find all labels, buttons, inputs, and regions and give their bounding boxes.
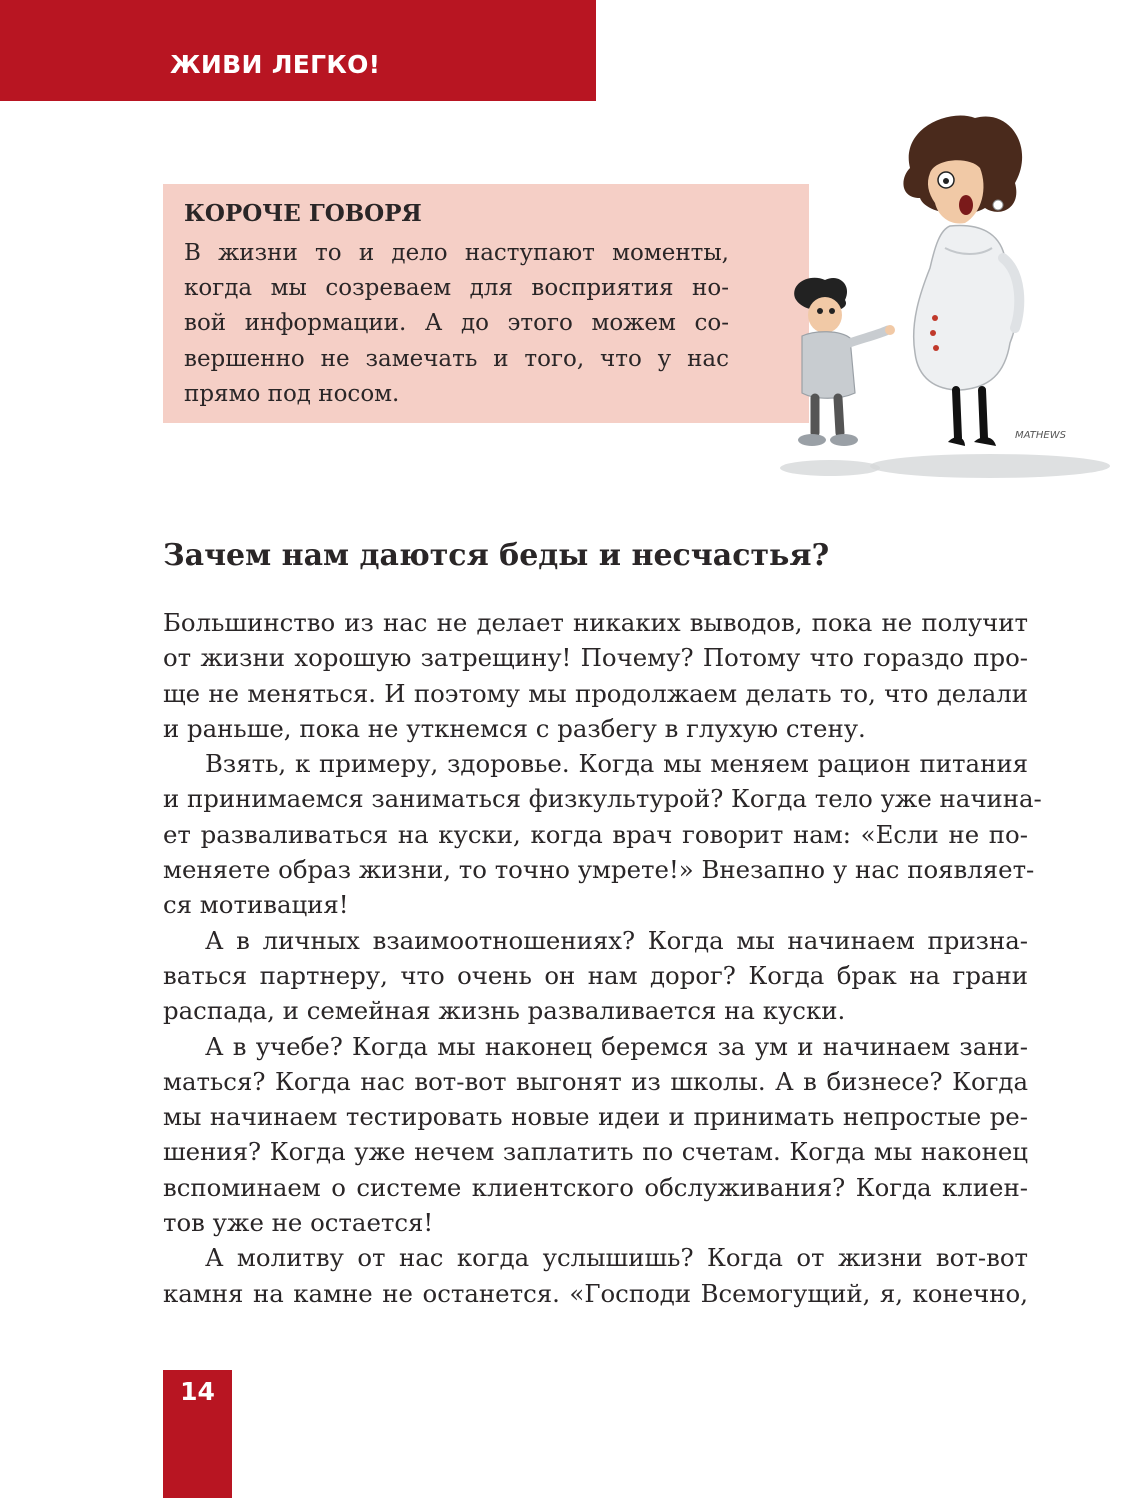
body-line: ваться партнеру, что очень он нам дорог? Когда брак на грани (163, 960, 1028, 990)
body-text (163, 605, 1042, 1311)
body-line: и принимаемся заниматься физкультурой? Когда тело уже начина- (163, 784, 1042, 814)
body-line: меняете образ жизни, то точно умрете!» Внезапно у нас появляет- (163, 855, 1035, 885)
body-line: и раньше, пока не уткнемся с разбегу в глухую стену. (163, 713, 866, 743)
summary-heading: КОРОЧЕ ГОВОРЯ (184, 200, 422, 227)
body-line: Взять, к примеру, здоровье. Когда мы меняем рацион питания (205, 749, 1028, 779)
cartoon-mother-and-child-icon (760, 108, 1120, 498)
body-line: от жизни хорошую затрещину! Почему? Потому что гораздо про- (163, 643, 1028, 673)
section-title: Зачем нам даются беды и несчастья? (163, 538, 830, 573)
body-line: распада, и семейная жизнь разваливается на куски. (163, 996, 846, 1026)
body-line: А молитву от нас когда услышишь? Когда от жизни вот-вот (205, 1243, 1028, 1273)
running-header-title: ЖИВИ ЛЕГКО! (170, 50, 381, 79)
body-line: ще не меняться. И поэтому мы продолжаем делать то, что делали (163, 678, 1028, 708)
body-line: А в личных взаимоотношениях? Когда мы начинаем призна- (205, 925, 1028, 955)
page-number: 14 (180, 1377, 215, 1406)
body-line: ет разваливаться на куски, когда врач говорит нам: «Если не по- (163, 819, 1028, 849)
summary-line: вой информации. А до этого можем со- (184, 310, 729, 337)
body-line: вспоминаем о системе клиентского обслуживания? Когда клиен- (163, 1172, 1028, 1202)
body-line: Большинство из нас не делает никаких выводов, пока не получит (163, 608, 1028, 637)
body-line: мы начинаем тестировать новые идеи и принимать непростые ре- (163, 1102, 1028, 1132)
body-line: тов уже не остается! (163, 1208, 434, 1238)
body-line: камня на камне не останется. «Господи Всемогущий, я, конечно, (163, 1278, 1028, 1308)
summary-line: прямо под носом. (184, 380, 400, 407)
illustration-signature: MATHEWS (1015, 430, 1066, 441)
summary-line: В жизни то и дело наступают моменты, (184, 240, 729, 266)
summary-text (184, 236, 729, 412)
body-line: А в учебе? Когда мы наконец беремся за ум и начинаем зани- (205, 1031, 1028, 1061)
body-line: шения? Когда уже нечем заплатить по счетам. Когда мы наконец (163, 1137, 1028, 1167)
body-line: ся мотивация! (163, 890, 349, 920)
body-line: маться? Когда нас вот-вот выгонят из школы. А в бизнесе? Когда (163, 1066, 1028, 1096)
summary-line: вершенно не замечать и того, что у нас (184, 345, 729, 372)
summary-line: когда мы созреваем для восприятия но- (184, 275, 729, 302)
